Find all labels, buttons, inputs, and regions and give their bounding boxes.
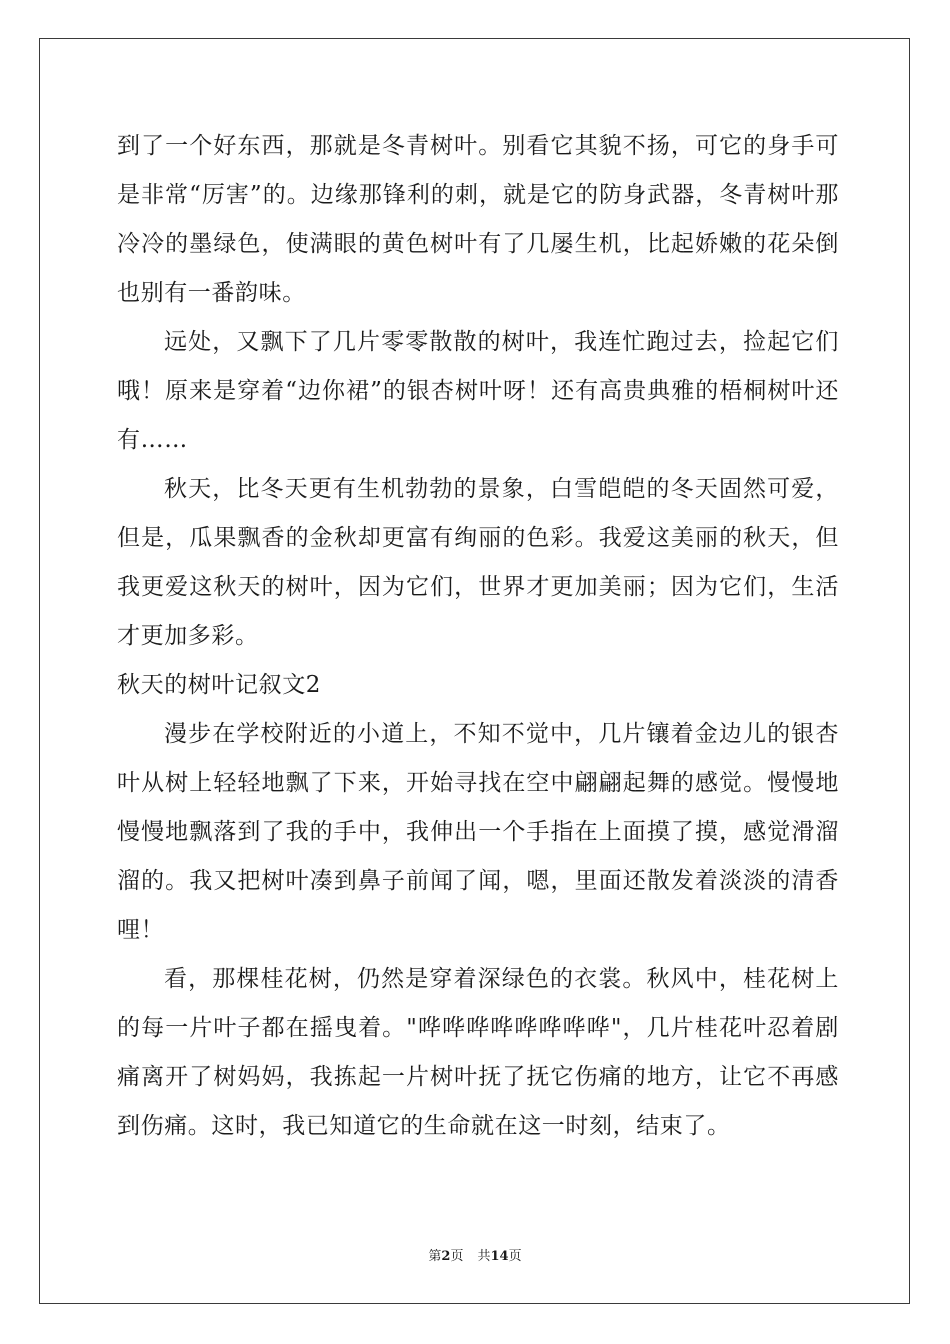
page-number-prefix: 第 — [428, 1249, 442, 1264]
paragraph: 秋天，比冬天更有生机勃勃的景象，白雪皑皑的冬天固然可爱，但是，瓜果飘香的金秋却更富有绚丽的色彩。我爱这美丽的秋天，但我更爱这秋天的树叶，因为它们，世界才更加美丽；因为它们，生活才更加多彩。 — [117, 476, 839, 649]
current-page-number: 2 — [441, 1249, 451, 1264]
paragraph: 漫步在学校附近的小道上，不知不觉中，几片镶着金边儿的银杏叶从树上轻轻地飘了下来，开始寻找在空中翩翩起舞的感觉。慢慢地慢慢地飘落到了我的手中，我伸出一个手指在上面摸了摸，感觉滑溜溜的。我又把树叶凑到鼻子前闻了闻，嗯，里面还散发着淡淡的清香哩！ — [117, 721, 839, 943]
total-pages-prefix: 共 — [477, 1249, 491, 1264]
paragraph-continuation: 到了一个好东西，那就是冬青树叶。别看它其貌不扬，可它的身手可是非常“厉害”的。边缘那锋利的刺，就是它的防身武器，冬青树叶那冷冷的墨绿色，使满眼的黄色树叶有了几屡生机，比起娇嫩的花朵倒也别有一番韵味。 — [117, 133, 839, 306]
total-pages-suffix: 页 — [508, 1249, 522, 1264]
total-pages-number: 14 — [490, 1249, 509, 1264]
paragraph: 远处，又飘下了几片零零散散的树叶，我连忙跑过去，捡起它们哦！原来是穿着“边你裙”的银杏树叶呀！还有高贵典雅的梧桐树叶还有…… — [117, 329, 839, 453]
page-footer — [0, 1248, 950, 1266]
paragraph: 看，那棵桂花树，仍然是穿着深绿色的衣裳。秋风中，桂花树上的每一片叶子都在摇曳着。"哗哗哗哗哗哗哗哗"，几片桂花叶忍着剧痛离开了树妈妈，我拣起一片树叶抚了抚它伤痛的地方，让它不再感到伤痛。这时，我已知道它的生命就在这一时刻，结束了。 — [117, 966, 839, 1139]
section-heading: 秋天的树叶记叙文2 — [117, 672, 322, 698]
document-body — [117, 122, 839, 1151]
page-number-suffix: 页 — [450, 1249, 464, 1264]
